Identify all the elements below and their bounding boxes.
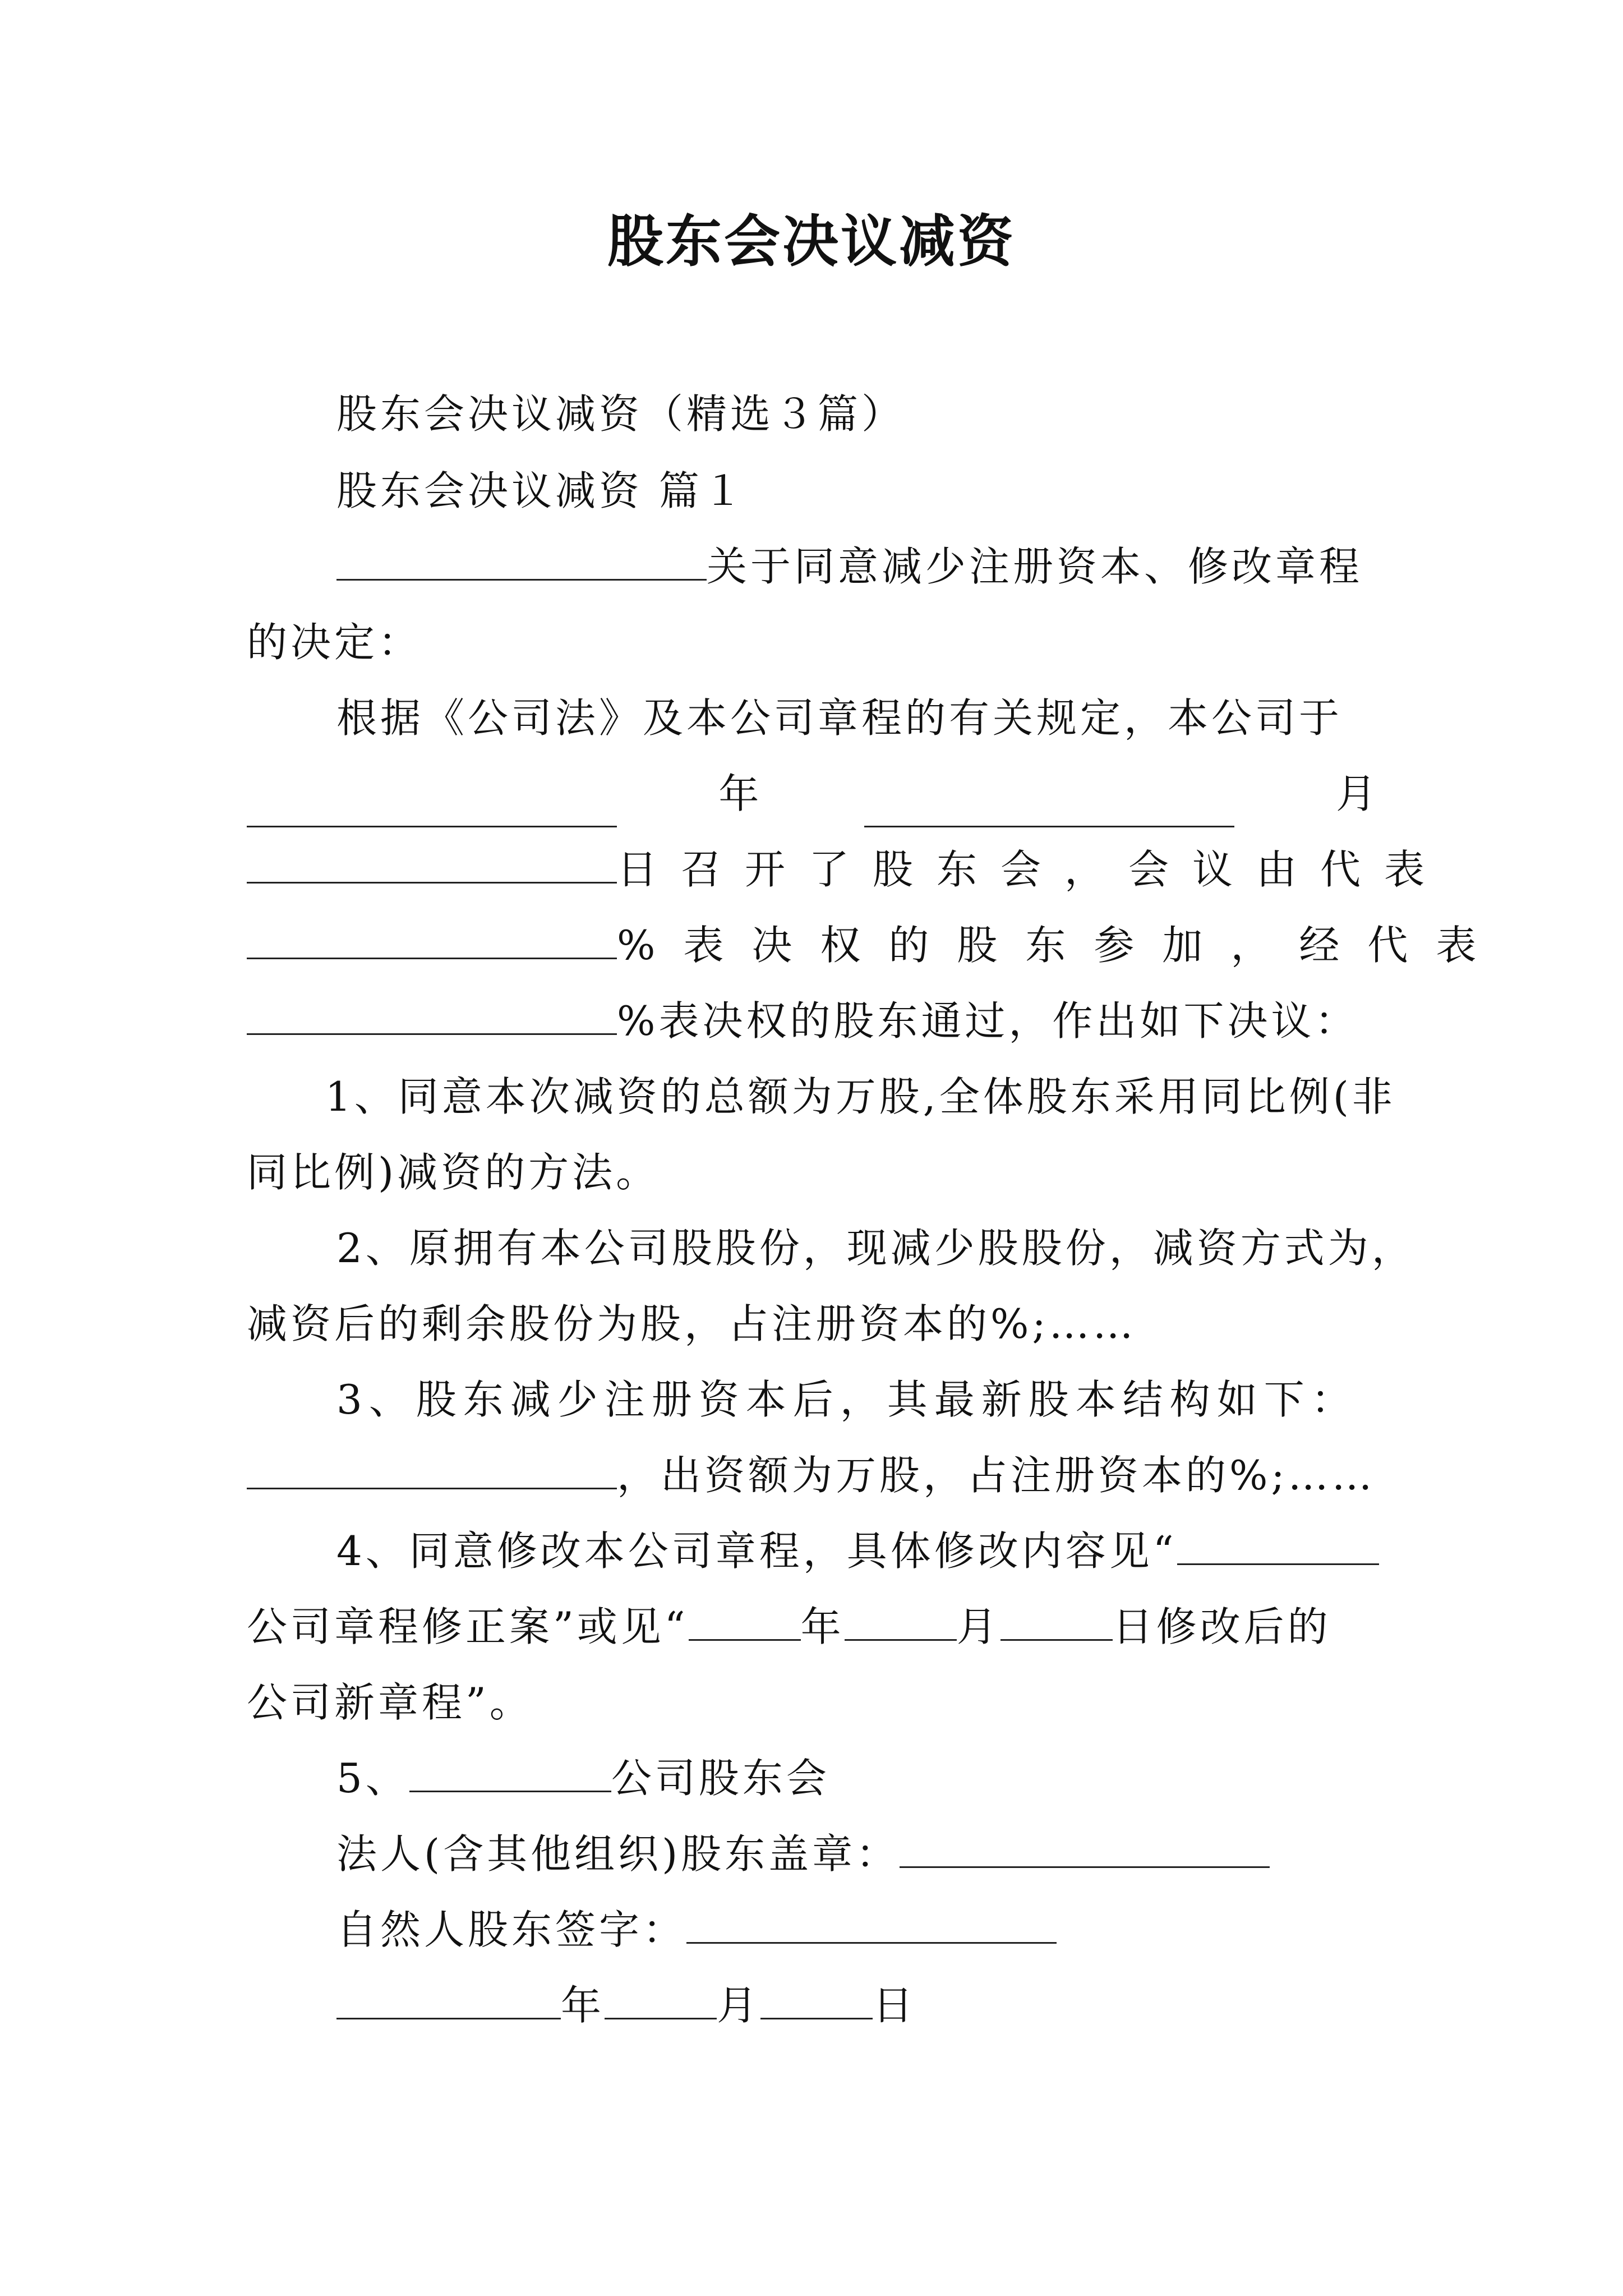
day-blank[interactable]: [247, 841, 617, 884]
paragraph-2-line-4: %表决权的股东参加，经代表: [247, 912, 1504, 979]
sign-line: 自然人股东签字：: [336, 1896, 1057, 1963]
seal-line: 法人(含其他组织)股东盖章：: [336, 1820, 1270, 1888]
company-blank[interactable]: [1177, 1523, 1379, 1565]
item-2-line-1: 2、原拥有本公司股股份，现减少股股份，减资方式为，: [336, 1225, 1415, 1272]
paragraph-1-line-2: 的决定：: [247, 619, 422, 666]
paragraph-2-line-5: %表决权的股东通过，作出如下决议：: [247, 987, 1358, 1055]
item-4-line-2: 公司章程修正案”或见“ 年 月 日修改后的: [247, 1593, 1331, 1660]
company-name-blank-2[interactable]: [409, 1750, 611, 1792]
paragraph-2-line-2: 年 月: [247, 760, 1380, 827]
document-title: 股东会决议减资: [607, 208, 1016, 274]
item-3-line-1: 3、股东减少注册资本后，其最新股本结构如下：: [336, 1376, 1358, 1423]
amend-month-blank[interactable]: [845, 1599, 957, 1641]
paragraph-2-line-3: 日召开了股东会，会议由代表: [247, 836, 1448, 903]
shareholder-blank[interactable]: [247, 1447, 617, 1489]
sign-day-blank[interactable]: [760, 1977, 873, 2019]
amend-day-blank[interactable]: [1000, 1599, 1113, 1641]
signature-blank[interactable]: [686, 1902, 1057, 1944]
item-1-line-1: 1、同意本次减资的总额为万股,全体股东采用同比例(非: [325, 1073, 1396, 1120]
section-heading: 股东会决议减资 篇１: [336, 467, 746, 514]
item-3-line-2: ，出资额为万股，占注册资本的%;……: [247, 1442, 1376, 1509]
paragraph-2-line-1: 根据《公司法》及本公司章程的有关规定，本公司于: [336, 694, 1343, 742]
item-1-line-2: 同比例)减资的方法。: [247, 1149, 660, 1196]
item-5-line: 5、 公司股东会: [336, 1745, 830, 1812]
sign-year-blank[interactable]: [336, 1977, 561, 2019]
item-4-line-1: 4、同意修改本公司章程，具体修改内容见“: [336, 1517, 1379, 1585]
sign-month-blank[interactable]: [605, 1977, 717, 2019]
item-4-line-3: 公司新章程”。: [247, 1679, 533, 1726]
company-name-blank[interactable]: [336, 539, 707, 581]
subtitle: 股东会决议减资（精选３篇）: [336, 390, 906, 438]
month-blank[interactable]: [864, 785, 1234, 827]
seal-blank[interactable]: [900, 1826, 1270, 1868]
amend-year-blank[interactable]: [689, 1599, 801, 1641]
year-blank[interactable]: [247, 785, 617, 827]
vote-percent-blank[interactable]: [247, 993, 617, 1035]
item-2-line-2: 减资后的剩余股份为股，占注册资本的%;……: [247, 1300, 1137, 1347]
paragraph-1-line-1: 关于同意减少注册资本、修改章程: [336, 533, 1363, 600]
attend-percent-blank[interactable]: [247, 917, 617, 959]
date-line: 年 月 日: [336, 1972, 916, 2039]
